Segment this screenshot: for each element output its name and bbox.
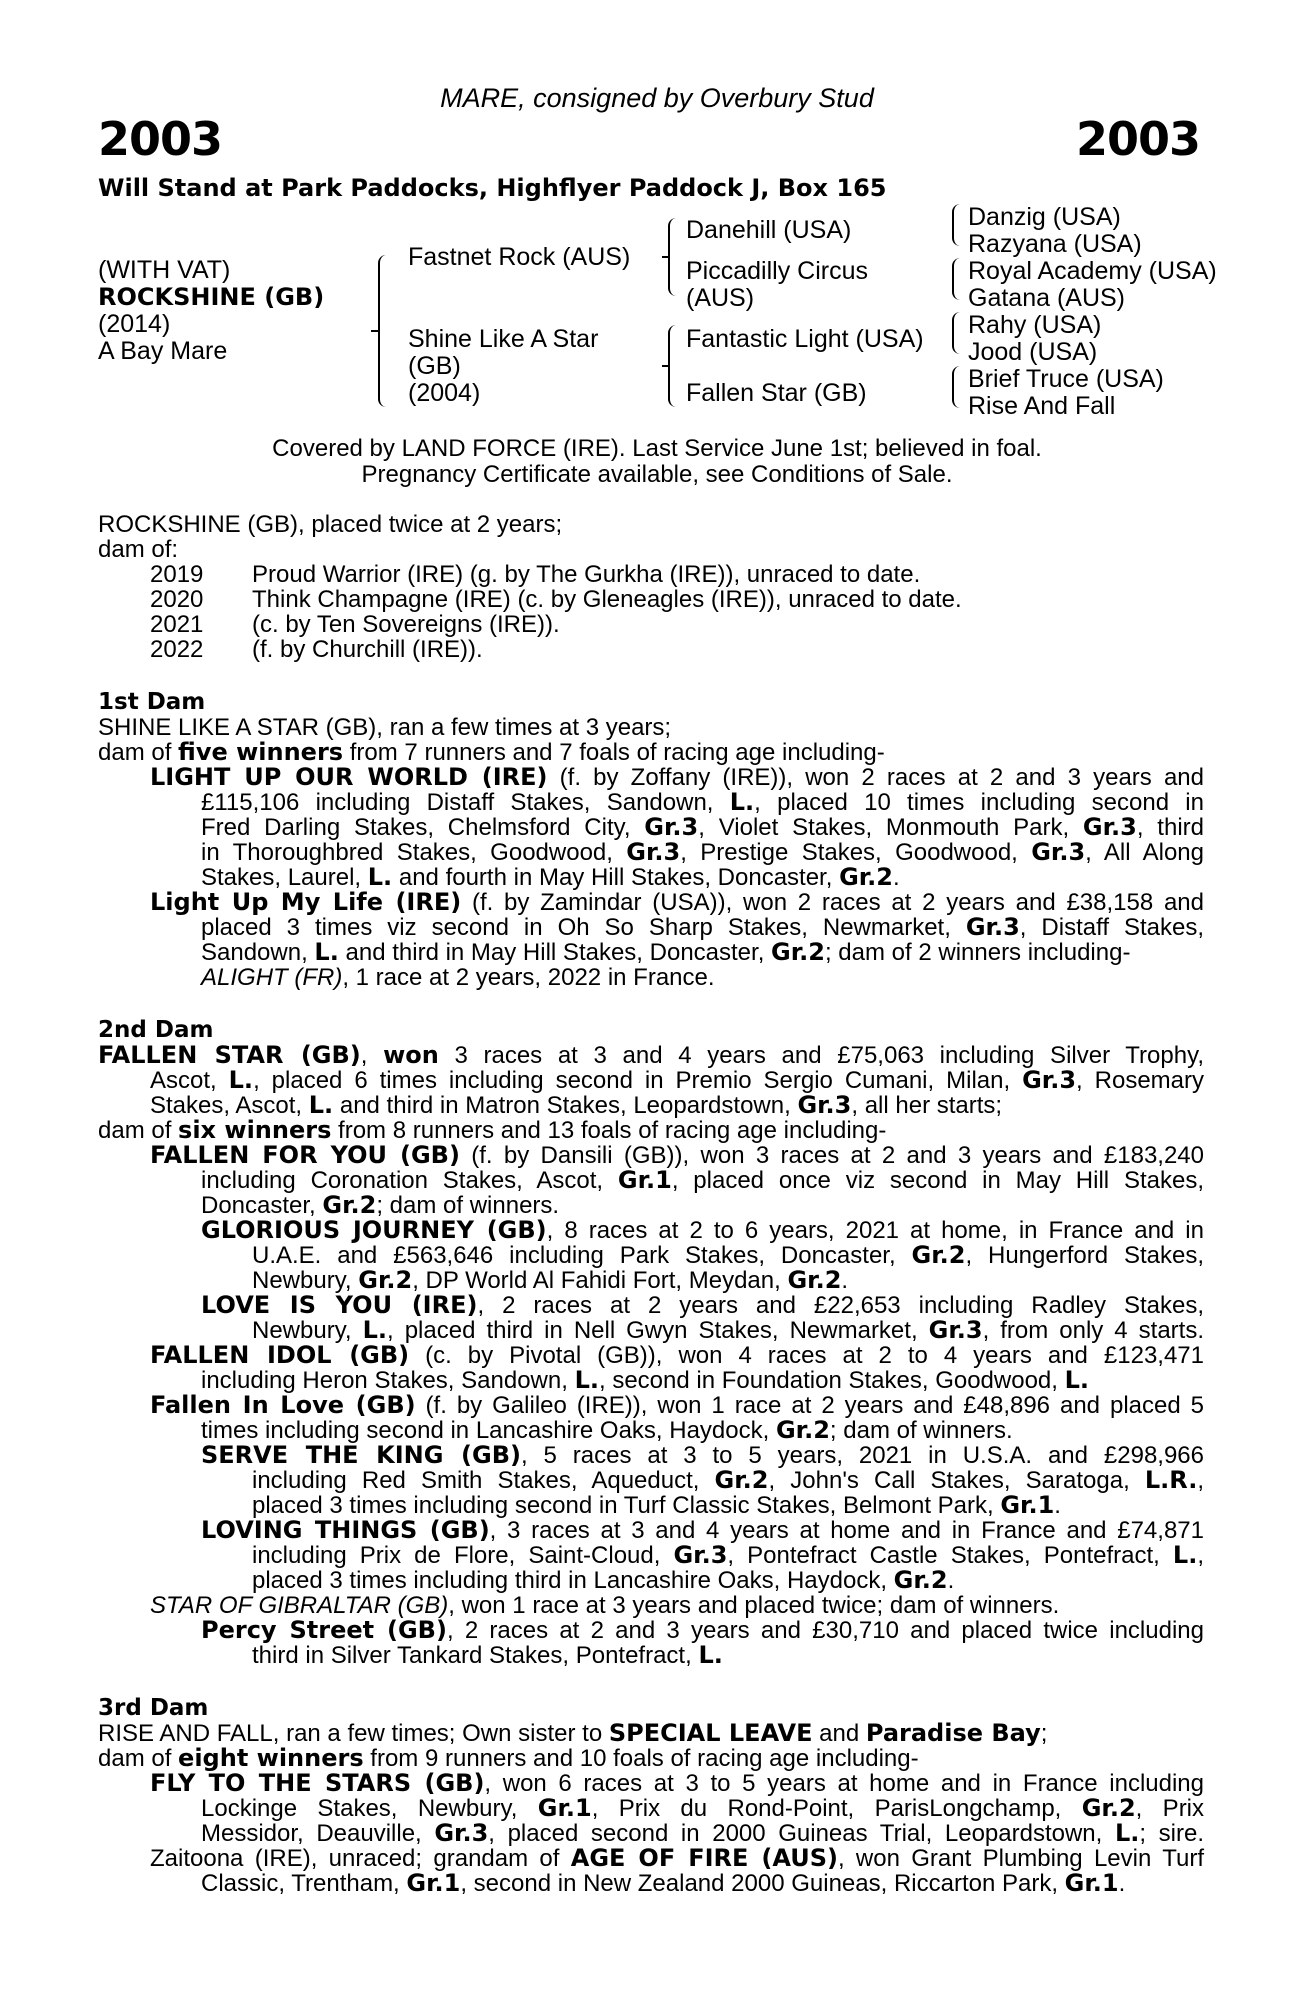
third-dam-line: RISE AND FALL, ran a few times; Own sister to SPECIAL LEAVE and Paradise Bay;: [98, 1719, 1048, 1747]
gen3-8: Rise And Fall: [968, 392, 1116, 420]
produce-damof: dam of:: [98, 536, 179, 563]
second-dam-line: Newbury, Gr.2, DP World Al Fahidi Fort, Meydan, Gr.2.: [252, 1266, 849, 1294]
sire-dam-line1: Piccadilly Circus: [686, 257, 868, 285]
dam-dam: Fallen Star (GB): [686, 379, 867, 407]
covered-line2: Pregnancy Certificate available, see Conditions of Sale.: [361, 461, 953, 488]
second-dam-line: dam of six winners from 8 runners and 13 foals of racing age including-: [98, 1116, 887, 1144]
second-dam-line: placed 3 times including third in Lancashire Oaks, Haydock, Gr.2.: [252, 1566, 955, 1594]
first-dam-line: Stakes, Laurel, L. and fourth in May Hill Stakes, Doncaster, Gr.2.: [201, 863, 900, 891]
dam-name-line3: (2004): [408, 379, 481, 407]
first-dam-line: placed 3 times viz second in Oh So Sharp Stakes, Newmarket, Gr.3, Distaff Stakes,: [201, 913, 1205, 941]
dam-name-line2: (GB): [408, 352, 461, 380]
gen3-2: Razyana (USA): [968, 230, 1142, 258]
pedigree-brace-1: [378, 255, 390, 407]
second-dam-line: Newbury, L., placed third in Nell Gwyn Stakes, Newmarket, Gr.3, from only 4 starts.: [252, 1316, 1205, 1344]
pedigree-brace-dd: [952, 366, 961, 408]
second-dam-line: Stakes, Ascot, L. and third in Matron Stakes, Leopardstown, Gr.3, all her starts;: [150, 1091, 1003, 1119]
covered-line1: Covered by LAND FORCE (IRE). Last Service June 1st; believed in foal.: [272, 435, 1042, 462]
third-dam-line: Classic, Trentham, Gr.1, second in New Zealand 2000 Guineas, Riccarton Park, Gr.1.: [201, 1869, 1126, 1897]
vat-note: (WITH VAT): [98, 256, 231, 284]
pedigree-brace-ss: [952, 204, 961, 246]
first-dam-line: Fred Darling Stakes, Chelmsford City, Gr.3, Violet Stakes, Monmouth Park, Gr.3, third: [201, 813, 1204, 841]
sire-name: Fastnet Rock (AUS): [408, 243, 631, 271]
stand-location: Will Stand at Park Paddocks, Highflyer Paddock J, Box 165: [98, 174, 887, 202]
pedigree-brace-1-point: [371, 330, 379, 332]
lot-number-left: 2003: [98, 112, 223, 166]
second-dam-line: Ascot, L., placed 6 times including second in Premio Sergio Cumani, Milan, Gr.3, Rosemary: [150, 1066, 1205, 1094]
produce-year: 2022: [150, 636, 204, 663]
third-dam-line: dam of eight winners from 9 runners and 10 foals of racing age including-: [98, 1744, 919, 1772]
second-dam-line: Percy Street (GB), 2 races at 2 and 3 years and £30,710 and placed twice including: [201, 1616, 1204, 1644]
second-dam-line: including Red Smith Stakes, Aqueduct, Gr.2, John's Call Stakes, Saratoga, L.R.,: [252, 1466, 1204, 1494]
first-dam-line: LIGHT UP OUR WORLD (IRE) (f. by Zoffany (IRE)), won 2 races at 2 and 3 years and: [150, 763, 1205, 791]
second-dam-line: Fallen In Love (GB) (f. by Galileo (IRE)), won 1 race at 2 years and £48,896 and placed 5: [150, 1391, 1205, 1419]
second-dam-line: Doncaster, Gr.2; dam of winners.: [201, 1191, 560, 1219]
third-dam-line: Messidor, Deauville, Gr.3, placed second in 2000 Guineas Trial, Leopardstown, L.; sire.: [201, 1819, 1204, 1847]
second-dam-line: FALLEN STAR (GB), won 3 races at 3 and 4 years and £75,063 including Silver Trophy,: [98, 1041, 1204, 1069]
dam-name-line1: Shine Like A Star: [408, 325, 599, 353]
produce-text: (f. by Churchill (IRE)).: [252, 636, 483, 663]
dam-sire: Fantastic Light (USA): [686, 325, 924, 353]
first-dam-heading: 1st Dam: [98, 689, 206, 715]
produce-intro: ROCKSHINE (GB), placed twice at 2 years;: [98, 511, 563, 538]
first-dam-line: Light Up My Life (IRE) (f. by Zamindar (USA)), won 2 races at 2 years and £38,158 and: [150, 888, 1204, 916]
horse-year: (2014): [98, 310, 171, 338]
gen3-3: Royal Academy (USA): [968, 257, 1217, 285]
first-dam-line: in Thoroughbred Stakes, Goodwood, Gr.3, Prestige Stakes, Goodwood, Gr.3, All Along: [201, 838, 1204, 866]
third-dam-line: FLY TO THE STARS (GB), won 6 races at 3 to 5 years at home and in France including: [150, 1769, 1204, 1797]
second-dam-line: LOVING THINGS (GB), 3 races at 3 and 4 years at home and in France and £74,871: [201, 1516, 1204, 1544]
third-dam-line: Lockinge Stakes, Newbury, Gr.1, Prix du Rond-Point, ParisLongchamp, Gr.2, Prix: [201, 1794, 1205, 1822]
produce-year: 2021: [150, 611, 204, 638]
pedigree-brace-dam-point: [662, 365, 670, 367]
second-dam-line: FALLEN FOR YOU (GB) (f. by Dansili (GB)), won 3 races at 2 and 3 years and £183,240: [150, 1141, 1205, 1169]
first-dam-line: SHINE LIKE A STAR (GB), ran a few times at 3 years;: [98, 714, 672, 741]
first-dam-line: dam of five winners from 7 runners and 7 foals of racing age including-: [98, 738, 885, 766]
horse-name: ROCKSHINE (GB): [98, 283, 325, 311]
second-dam-line: FALLEN IDOL (GB) (c. by Pivotal (GB)), won 4 races at 2 to 4 years and £123,471: [150, 1341, 1204, 1369]
first-dam-line: £115,106 including Distaff Stakes, Sandown, L., placed 10 times including second in: [201, 788, 1204, 816]
pedigree-brace-ds: [952, 312, 961, 354]
second-dam-heading: 2nd Dam: [98, 1017, 214, 1043]
second-dam-line: GLORIOUS JOURNEY (GB), 8 races at 2 to 6 years, 2021 at home, in France and in: [201, 1216, 1204, 1244]
second-dam-line: STAR OF GIBRALTAR (GB), won 1 race at 3 years and placed twice; dam of winners.: [150, 1592, 1060, 1619]
third-dam-line: Zaitoona (IRE), unraced; grandam of AGE OF FIRE (AUS), won Grant Plumbing Levin Turf: [150, 1844, 1204, 1872]
second-dam-line: including Coronation Stakes, Ascot, Gr.1, placed once viz second in May Hill Stakes,: [201, 1166, 1204, 1194]
second-dam-line: U.A.E. and £563,646 including Park Stakes, Doncaster, Gr.2, Hungerford Stakes,: [252, 1241, 1204, 1269]
pedigree-brace-sd: [952, 258, 961, 300]
lot-number-right: 2003: [1075, 112, 1200, 166]
produce-year: 2019: [150, 561, 204, 588]
first-dam-line: ALIGHT (FR), 1 race at 2 years, 2022 in France.: [201, 964, 715, 991]
second-dam-line: including Heron Stakes, Sandown, L., second in Foundation Stakes, Goodwood, L.: [201, 1366, 1090, 1394]
second-dam-line: times including second in Lancashire Oaks, Haydock, Gr.2; dam of winners.: [201, 1416, 1013, 1444]
pedigree-brace-sire-point: [662, 256, 670, 258]
gen3-1: Danzig (USA): [968, 203, 1121, 231]
second-dam-line: placed 3 times including second in Turf Classic Stakes, Belmont Park, Gr.1.: [252, 1491, 1061, 1519]
produce-text: Proud Warrior (IRE) (g. by The Gurkha (IRE)), unraced to date.: [252, 561, 921, 588]
third-dam-heading: 3rd Dam: [98, 1695, 209, 1721]
second-dam-line: third in Silver Tankard Stakes, Pontefract, L.: [252, 1641, 723, 1669]
gen3-7: Brief Truce (USA): [968, 365, 1164, 393]
second-dam-line: LOVE IS YOU (IRE), 2 races at 2 years and £22,653 including Radley Stakes,: [201, 1291, 1204, 1319]
second-dam-line: including Prix de Flore, Saint-Cloud, Gr.3, Pontefract Castle Stakes, Pontefract, L.,: [252, 1541, 1204, 1569]
produce-text: Think Champagne (IRE) (c. by Gleneagles (IRE)), unraced to date.: [252, 586, 962, 613]
horse-description: A Bay Mare: [98, 337, 228, 365]
sire-sire: Danehill (USA): [686, 216, 852, 244]
gen3-4: Gatana (AUS): [968, 284, 1126, 312]
second-dam-line: SERVE THE KING (GB), 5 races at 3 to 5 years, 2021 in U.S.A. and £298,966: [201, 1441, 1204, 1469]
gen3-5: Rahy (USA): [968, 311, 1102, 339]
produce-text: (c. by Ten Sovereigns (IRE)).: [252, 611, 560, 638]
first-dam-line: Sandown, L. and third in May Hill Stakes, Doncaster, Gr.2; dam of 2 winners including-: [201, 938, 1131, 966]
gen3-6: Jood (USA): [968, 338, 1098, 366]
consignor-subtitle: MARE, consigned by Overbury Stud: [440, 83, 874, 113]
sire-dam-line2: (AUS): [686, 284, 755, 312]
produce-year: 2020: [150, 586, 204, 613]
